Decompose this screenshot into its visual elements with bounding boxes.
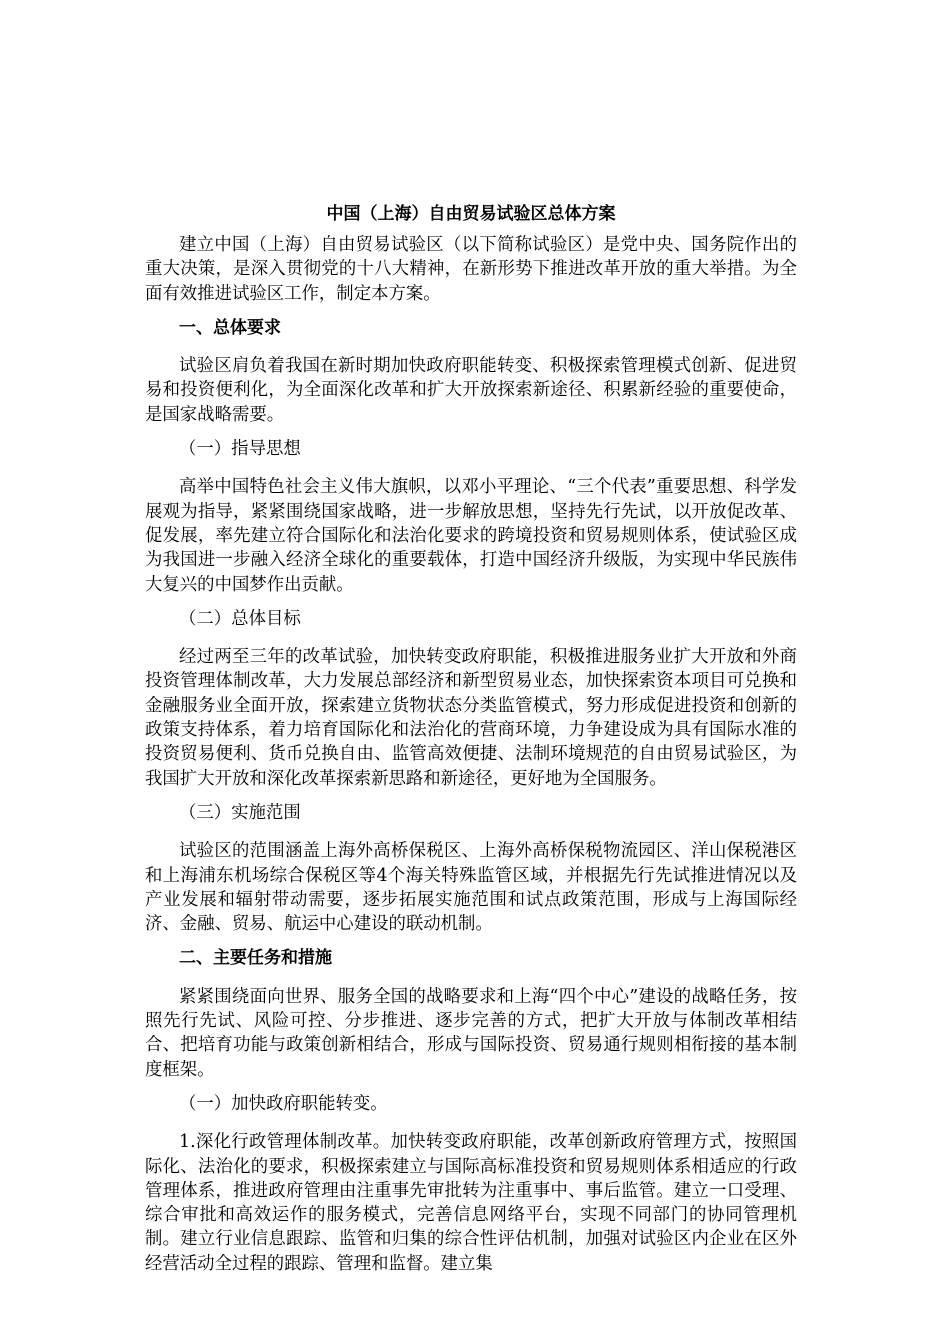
general-requirements-paragraph: 试验区肩负着我国在新时期加快政府职能转变、积极探索管理模式创新、促进贸易和投资便利化，为全面深化改革和扩大开放探索新途径、积累新经验的重要使命，是国家战略需要。 [145, 356, 797, 425]
guiding-ideology-paragraph: 高举中国特色社会主义伟大旗帜，以邓小平理论、“三个代表”重要思想、科学发展观为指导，紧紧围绕国家战略，进一步解放思想，坚持先行先试，以开放促改革、促发展，率先建立符合国际化和法治化要求的跨境投资和贸易规则体系，使试验区成为我国进一步融入经济全球化的重要载体，打造中国经济升级版，为实现中华民族伟大复兴的中国梦作出贡献。 [145, 477, 797, 595]
implementation-scope-paragraph: 试验区的范围涵盖上海外高桥保税区、上海外高桥保税物流园区、洋山保税港区和上海浦东机场综合保税区等4个海关特殊监管区域，并根据先行先试推进情况以及产业发展和辐射带动需要，逐步拓展实施范围和试点政策范围，形成与上海国际经济、金融、贸易、航运中心建设的联动机制。 [145, 841, 797, 935]
document-page [145, 199, 797, 1286]
subheading-guiding-ideology: （一）指导思想 [179, 439, 301, 460]
subheading-implementation-scope: （三）实施范围 [179, 802, 301, 823]
administrative-reform-paragraph: 1.深化行政管理体制改革。加快转变政府职能，改革创新政府管理方式，按照国际化、法治化的要求，积极探索建立与国际高标准投资和贸易规则体系相适应的行政管理体系，推进政府管理由注重事先审批转为注重事中、事后监管。建立一口受理、综合审批和高效运作的服务模式，完善信息网络平台，实现不同部门的协同管理机制。建立行业信息跟踪、监管和归集的综合性评估机制，加强对试验区内企业在区外经营活动全过程的跟踪、管理和监督。建立集 [145, 1132, 797, 1274]
overall-goals-paragraph: 经过两至三年的改革试验，加快转变政府职能，积极推进服务业扩大开放和外商投资管理体制改革，大力发展总部经济和新型贸易业态，加快探索资本项目可兑换和金融服务业全面开放，探索建立货物状态分类监管模式，努力形成促进投资和创新的政策支持体系，着力培育国际化和法治化的营商环境，力争建设成为具有国际水准的投资贸易便利、货币兑换自由、监管高效便捷、法制环境规范的自由贸易试验区，为我国扩大开放和深化改革探索新思路和新途径，更好地为全国服务。 [145, 647, 797, 789]
section-heading-main-tasks: 二、主要任务和措施 [179, 948, 332, 969]
subheading-government-functions: （一）加快政府职能转变。 [179, 1093, 388, 1114]
document-title: 中国（上海）自由贸易试验区总体方案 [326, 204, 616, 224]
intro-paragraph: 建立中国（上海）自由贸易试验区（以下简称试验区）是党中央、国务院作出的重大决策，是深入贯彻党的十八大精神，在新形势下推进改革开放的重大举措。为全面有效推进试验区工作，制定本方案。 [145, 235, 797, 304]
section-heading-general-requirements: 一、总体要求 [179, 317, 281, 338]
main-tasks-paragraph: 紧紧围绕面向世界、服务全国的战略要求和上海“四个中心”建设的战略任务，按照先行先试、风险可控、分步推进、逐步完善的方式，把扩大开放与体制改革相结合、把培育功能与政策创新相结合，形成与国际投资、贸易通行规则相衔接的基本制度框架。 [145, 986, 797, 1080]
subheading-overall-goals: （二）总体目标 [179, 608, 301, 629]
